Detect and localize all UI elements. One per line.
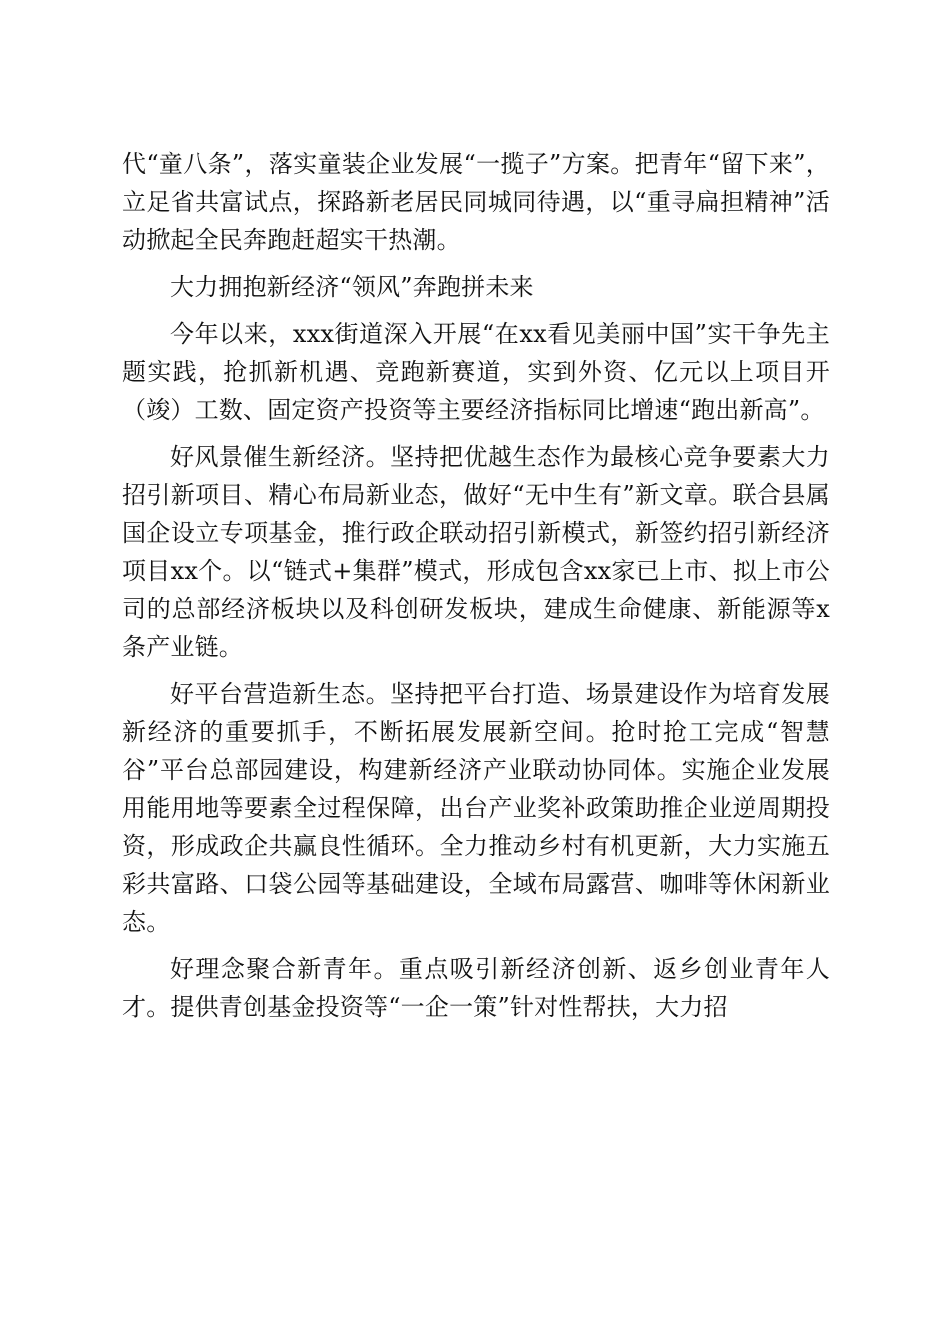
- paragraph-platform: 好平台营造新生态。坚持把平台打造、场景建设作为培育发展新经济的重要抓手，不断拓展发展新空间。抢时抢工完成“智慧谷”平台总部园建设，构建新经济产业联动协同体。实施企业发展用能用地等要素全过程保障，出台产业奖补政策助推企业逆周期投资，形成政企共赢良性循环。全力推动乡村有机更新，大力实施五彩共富路、口袋公园等基础建设，全域布局露营、咖啡等休闲新业态。: [122, 680, 830, 936]
- paragraph-youth: 好理念聚合新青年。重点吸引新经济创新、返乡创业青年人才。提供青创基金投资等“一企一策”针对性帮扶，大力招: [122, 955, 830, 1021]
- paragraph-intro: 今年以来，xxx街道深入开展“在xx看见美丽中国”实干争先主题实践，抢抓新机遇、竞跑新赛道，实到外资、亿元以上项目开（竣）工数、固定资产投资等主要经济指标同比增速“跑出新高”。: [122, 320, 830, 424]
- section-heading: 大力拥抱新经济“领风”奔跑拼未来: [170, 273, 534, 301]
- paragraph-scenery: 好风景催生新经济。坚持把优越生态作为最核心竞争要素大力招引新项目、精心布局新业态，做好“无中生有”新文章。联合县属国企设立专项基金，推行政企联动招引新模式，新签约招引新经济项目xx个。以“链式+集群”模式，形成包含xx家已上市、拟上市公司的总部经济板块以及科创研发板块，建成生命健康、新能源等x条产业链。: [122, 443, 830, 661]
- document-body: [122, 145, 830, 1035]
- paragraph-continuation: 代“童八条”，落实童装企业发展“一揽子”方案。把青年“留下来”，立足省共富试点，探路新老居民同城同待遇，以“重寻扁担精神”活动掀起全民奔跑赶超实干热潮。: [122, 150, 830, 254]
